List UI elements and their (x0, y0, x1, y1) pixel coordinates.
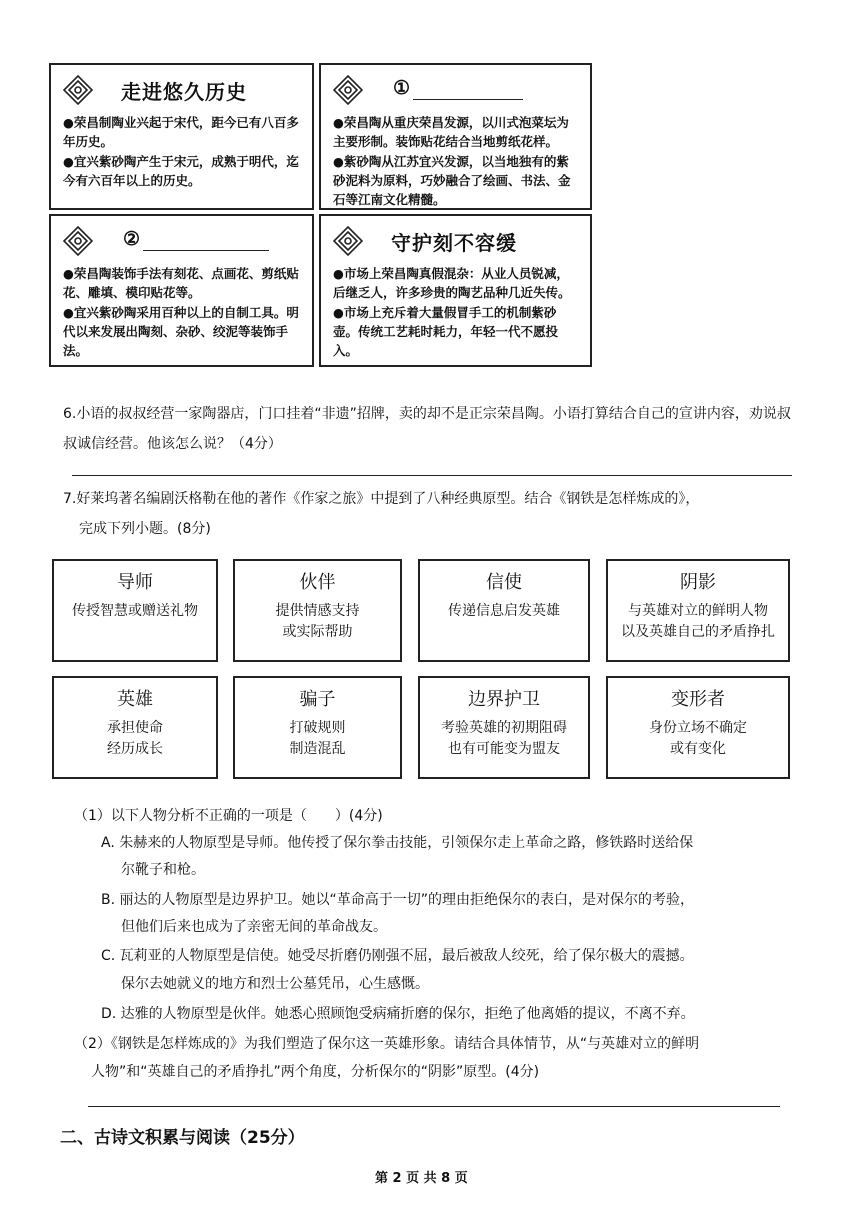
info-card-protection (319, 214, 592, 367)
lattice-emblem-icon (333, 226, 363, 256)
card-bullet: ●市场上荣昌陶真假混杂：从业人员锐减，后继乏人，许多珍贵的陶艺品种几近失传。 (333, 266, 571, 300)
card-bullet: ●宜兴紫砂陶采用百种以上的自制工具。明代以来发展出陶刻、杂砂、绞泥等装饰手法。 (63, 305, 299, 358)
info-card-technique (49, 214, 314, 367)
archetype-box (52, 559, 218, 662)
archetype-desc: 打破规则 制造混乱 (289, 720, 346, 757)
question-7-line-1: 7.好莱坞著名编剧沃格勒在他的著作《作家之旅》中提到了八种经典原型。结合《钢铁是怎样炼成的》， (63, 491, 700, 507)
lattice-emblem-icon (333, 75, 363, 105)
card-bullet: ●紫砂陶从江苏宜兴发源，以当地独有的紫砂泥料为原料，巧妙融合了绘画、书法、金石等江南文化精髓。 (333, 154, 571, 207)
archetype-name: 骗子 (299, 689, 336, 710)
archetype-name: 英雄 (117, 689, 153, 710)
sub-question-2-line-1: （2）《钢铁是怎样炼成的》为我们塑造了保尔这一英雄形象。请结合具体情节，从“与英雄对立的鲜明 (74, 1036, 700, 1052)
option-d[interactable]: D. 达雅的人物原型是伙伴。她悉心照顾饱受病痛折磨的保尔，拒绝了他离婚的提议，不离不弃。 (101, 1006, 695, 1022)
sub-question-1: （1）以下人物分析不正确的一项是（ ）(4分) (74, 808, 383, 824)
lattice-emblem-icon (63, 226, 93, 256)
option-b[interactable]: B. 丽达的人物原型是边界护卫。她以“革命高于一切”的理由拒绝保尔的表白，是对保尔的考验， (101, 892, 695, 908)
info-card-history (49, 63, 314, 210)
archetype-box (418, 676, 590, 779)
option-c[interactable]: C. 瓦莉亚的人物原型是信使。她受尽折磨仍刚强不屈，最后被敌人绞死，给了保尔极大的震撼。 (101, 948, 694, 964)
lattice-emblem-icon (63, 75, 93, 105)
archetype-name: 边界护卫 (468, 689, 540, 710)
blank-number: ① (393, 77, 411, 99)
question-6: 6.小语的叔叔经营一家陶器店，门口挂着“非遗”招牌，卖的却不是正宗荣昌陶。小语打算结合自己的宣讲内容，劝说叔叔诚信经营。他该怎么说？（4分） (63, 406, 791, 452)
info-card-origin (319, 63, 592, 210)
archetype-desc: 传授智慧或赠送礼物 (72, 603, 198, 619)
question-7-line-2: 完成下列小题。(8分) (79, 521, 211, 537)
card-bullet: ●市场上充斥着大量假冒手工的机制紫砂壶。传统工艺耗时耗力，年轻一代不愿投入。 (333, 305, 559, 358)
archetype-box (606, 559, 790, 662)
archetype-name: 信使 (486, 572, 522, 593)
card-bullet: ●荣昌制陶业兴起于宋代，距今已有八百多年历史。 (63, 115, 299, 149)
archetype-box (233, 676, 402, 779)
answer-blank-line[interactable] (143, 250, 269, 251)
card-bullet: ●荣昌陶装饰手法有刻花、点画花、剪纸贴花、雕填、模印贴花等。 (63, 266, 299, 300)
section-title: 二、古诗文积累与阅读（25分） (60, 1128, 305, 1148)
sub-question-2-line-2: 人物”和“英雄自己的矛盾挣扎”两个角度，分析保尔的“阴影”原型。(4分) (91, 1064, 540, 1080)
archetype-name: 阴影 (680, 572, 716, 593)
option-a-cont: 尔靴子和枪。 (121, 862, 205, 878)
archetype-desc: 身份立场不确定 或有变化 (649, 720, 747, 757)
archetype-box (52, 676, 218, 779)
answer-blank-line[interactable] (413, 99, 523, 100)
archetype-box (233, 559, 402, 662)
card-title: 守护刻不容缓 (391, 231, 517, 255)
card-title: 走进悠久历史 (121, 80, 247, 104)
option-a[interactable]: A. 朱赫来的人物原型是导师。他传授了保尔拳击技能，引领保尔走上革命之路，修铁路时送给保 (101, 835, 694, 851)
archetype-desc: 传递信息启发英雄 (448, 603, 560, 619)
archetype-name: 导师 (117, 572, 153, 593)
card-bullet: ●宜兴紫砂陶产生于宋元，成熟于明代，迄今有六百年以上的历史。 (63, 154, 299, 188)
archetype-box (606, 676, 790, 779)
archetype-desc: 与英雄对立的鲜明人物 以及英雄自己的矛盾挣扎 (621, 603, 775, 640)
archetype-desc: 提供情感支持 或实际帮助 (275, 603, 360, 640)
archetype-desc: 考验英雄的初期阻碍 也有可能变为盟友 (441, 720, 567, 757)
answer-line[interactable] (88, 1106, 780, 1107)
archetype-name: 伙伴 (299, 572, 336, 593)
card-bullet: ●荣昌陶从重庆荣昌发源，以川式泡菜坛为主要形制。装饰贴花结合当地剪纸花样。 (333, 115, 569, 149)
archetype-box (418, 559, 590, 662)
page-footer: 第 2 页 共 8 页 (375, 1171, 468, 1186)
option-b-cont: 但他们后来也成为了亲密无间的革命战友。 (121, 919, 387, 935)
archetype-desc: 承担使命 经历成长 (107, 720, 163, 757)
answer-line[interactable] (72, 475, 792, 476)
archetype-name: 变形者 (671, 689, 725, 710)
blank-number: ② (123, 228, 141, 250)
option-c-cont: 保尔去她就义的地方和烈士公墓凭吊，心生感慨。 (121, 976, 429, 992)
